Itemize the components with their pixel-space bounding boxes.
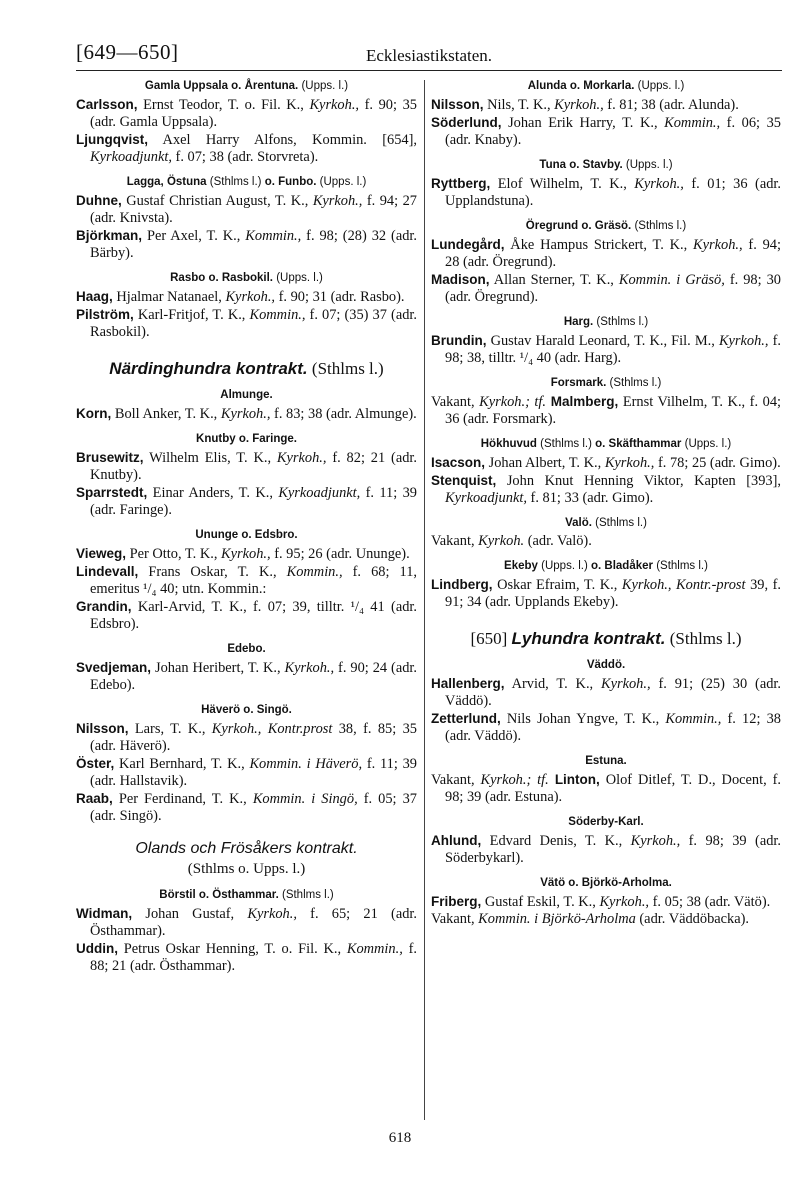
entry-text: Johan Gustaf, [132,906,248,922]
parish-heading [76,529,417,541]
office-title: Kyrkoh.; tf. [480,772,549,788]
entry-text: f. 98; 39 (adr. Söderbykarl). [445,833,782,866]
person-name: Sparrstedt, [76,485,148,500]
entry-text: Johan Albert, T. K., [485,455,605,471]
person-name: Pilström, [76,307,134,322]
clergy-entry [431,771,781,806]
office-title: Kyrkoh., [554,97,604,113]
person-name: Korn, [76,406,112,421]
entry-text: Per Ferdinand, T. K., [112,791,253,807]
parish-heading [431,80,781,92]
left-column [76,80,417,975]
diocese: (Sthlms o. Upps. l.) [187,861,306,877]
header-rule [76,70,782,71]
entry-text: f. 98; 38, tilltr. ¹/₄ 40 (adr. Harg). [445,333,781,366]
entry-text: Vakant, [431,911,479,927]
entry-text: f. 06; 35 (adr. Knaby). [445,115,781,148]
parish-name: Alunda o. Morkarla. [527,80,635,92]
page-number: 618 [388,1130,412,1146]
person-name: Widman, [76,906,133,921]
entry-text: f. 65; 21 (adr. Östhammar). [90,906,417,939]
contract-heading [76,359,417,379]
person-name: Malmberg, [546,394,619,409]
parish-heading [431,316,781,328]
entry-text: f. 05; 38 (adr. Vätö). [649,894,771,910]
entry-text: Karl-Arvid, T. K., f. 07; 39, tilltr. ¹/₄ 41 (adr. Edsbro). [90,599,417,632]
parish-name: Knutby o. Faringe. [196,433,297,445]
diocese: (Sthlms l.) [634,220,687,232]
entry-text: Arvid, T. K., [504,676,602,692]
person-name: Söderlund, [431,115,502,130]
clergy-entry [76,192,417,227]
clergy-entry [431,393,781,428]
clergy-entry [76,449,417,484]
entry-text: f. 05; 37 (adr. Singö). [90,791,417,824]
parish-name: Gamla Uppsala o. Årentuna. [144,80,299,92]
parish-heading [76,389,417,401]
page-range: [649—650] [76,40,179,64]
entry-text: Per Otto, T. K., [126,546,222,562]
person-name: Madison, [431,272,490,287]
office-title: Kommin., [286,564,343,580]
person-name: Brundin, [431,333,487,348]
parish-name: Rasbo o. Rasbokil. [170,272,274,284]
parish-name: o. Bladåker [591,560,653,572]
parish-heading [76,704,417,716]
entry-text: Nils Johan Yngve, T. K., [500,711,666,727]
entry-text: 39, f. 91; 34 (adr. Upplands Ekeby). [445,577,782,610]
diocese: (Upps. l.) [319,176,367,188]
entry-text: Boll Anker, T. K., [111,406,221,422]
parish-name: Ekeby [504,560,538,572]
clergy-entry [76,720,417,755]
clergy-entry [431,332,781,367]
clergy-entry [76,598,417,633]
office-title: Kommin., [664,115,721,131]
entry-text: Axel Harry Alfons, Kommin. [654], [148,132,417,148]
office-title: Kommin. i Singö, [252,791,358,807]
parish-name: Almunge. [220,389,273,401]
parish-name: Söderby-Karl. [568,816,644,828]
parish-heading [76,272,417,284]
clergy-entry [76,755,417,790]
office-title: Kommin. i Björkö-Arholma [478,911,636,927]
clergy-entry [76,940,417,975]
entry-text: Elof Wilhelm, T. K., [490,176,635,192]
clergy-entry [76,563,417,598]
running-title: Ecklesiastikstaten. [365,46,493,65]
parish-name: Väddö. [586,659,626,671]
clergy-entry [76,405,417,423]
clergy-entry [431,832,781,867]
office-title: Kyrkoadjunkt, [278,485,361,501]
diocese: (Sthlms l.) [209,176,262,188]
clergy-entry [431,454,781,472]
office-title: Kyrkoh., [693,237,743,253]
entry-text: Karl-Fritjof, T. K., [133,307,250,323]
clergy-entry [76,306,417,341]
person-name: Friberg, [431,894,482,909]
clergy-entry [76,131,417,166]
person-name: Björkman, [76,228,143,243]
office-title: Kommin. i Gräsö, [618,272,725,288]
person-name: Ryttberg, [431,176,491,191]
diocese: (Upps. l.) [637,80,685,92]
entry-text: Vakant, [431,394,480,410]
parish-name: Lagga, Östuna [126,176,207,188]
diocese: (Sthlms l.) [281,889,334,901]
person-name: Raab, [76,791,113,806]
diocese: (Upps. l.) [625,159,673,171]
parish-heading [76,176,417,188]
parish-name: Tuna o. Stavby. [539,159,623,171]
diocese: (Sthlms l.) [656,560,708,572]
office-title: Kyrkoh., [284,660,335,676]
parish-name: Valö. [565,517,592,529]
entry-text: Per Axel, T. K., [142,228,246,244]
entry-text: Vakant, [431,533,479,549]
diocese: (Upps. l.) [301,80,349,92]
diocese: (Sthlms l.) [595,517,647,529]
diocese: (Sthlms l.) [540,438,592,450]
entry-text: f. 94; 28 (adr. Öregrund). [445,237,781,270]
entry-text: Olof Ditlef, T. D., Docent, f. 98; 39 (adr. Estuna). [445,772,782,805]
page-header [76,40,782,68]
diocese: (Upps. l.) [276,272,323,284]
clergy-entry [76,96,417,131]
office-title: Kyrkoh., [276,450,327,466]
entry-text: 38, f. 85; 35 (adr. Häverö). [90,721,417,754]
entry-text: f. 83; 38 (adr. Almunge). [270,406,417,422]
parish-heading [76,889,417,901]
clergy-entry [431,893,781,911]
clergy-entry [76,790,417,825]
office-title: Kyrkoh., [247,906,297,922]
clergy-entry [431,175,781,210]
right-column [431,80,781,928]
person-name: Lundegård, [431,237,505,252]
page-marker: [650] [470,629,512,648]
office-title: Kyrkoadjunkt, [445,490,527,506]
entry-text: f. 82; 21 (adr. Knutby). [90,450,417,483]
parish-heading [431,438,781,450]
entry-text: f. 98; 30 (adr. Öregrund). [445,272,781,305]
parish-heading [431,877,781,889]
entry-text: f. 11; 39 (adr. Faringe). [90,485,417,518]
clergy-entry [431,533,781,550]
person-name: Brusewitz, [76,450,144,465]
entry-text: f. 68; 11, emeritus ¹/₄ 40; utn. Kommin.: [90,564,417,597]
office-title: Kyrkoh., [599,894,650,910]
parish-heading [431,220,781,232]
parish-heading [431,560,781,572]
office-title: Kyrkoh., [601,676,651,692]
entry-text: f. 95; 26 (adr. Ununge). [270,546,410,562]
clergy-entry [431,472,781,507]
entry-text: f. 07; (35) 37 (adr. Rasbokil). [90,307,418,340]
office-title: Kyrkoh., [221,546,271,562]
office-title: Kommin., [249,307,306,323]
person-name: Linton, [548,772,600,787]
parish-name: Forsmark. [550,377,607,389]
clergy-entry [76,545,417,563]
entry-text: f. 12; 38 (adr. Väddö). [445,711,781,744]
office-title: Kyrkoh., [225,289,276,305]
clergy-entry [431,710,781,745]
office-title: Kyrkoh., [634,176,684,192]
entry-text: (adr. Väddöbacka). [635,911,750,927]
clergy-entry [431,96,781,114]
parish-name: Öregrund o. Gräsö. [525,220,632,232]
clergy-entry [76,227,417,262]
office-title: Kommin., [245,228,302,244]
entry-text: f. 01; 36 (adr. Upplandstuna). [445,176,781,209]
diocese: (Sthlms l.) [311,359,384,378]
parish-heading [431,755,781,767]
parish-heading [76,643,417,655]
diocese: (Sthlms l.) [596,316,649,328]
entry-text: Åke Hampus Strickert, T. K., [504,237,694,253]
parish-name: Edebo. [227,643,266,655]
clergy-entry [76,288,417,306]
office-title: Kommin., [665,711,722,727]
contract-heading [431,629,781,649]
entry-text: f. 90; 35 (adr. Gamla Uppsala). [90,97,417,130]
entry-text: (adr. Valö). [524,533,592,549]
person-name: Nilsson, [431,97,484,112]
office-title: Kyrkoh., [312,193,363,209]
contract-heading [76,839,417,879]
person-name: Hallenberg, [431,676,505,691]
office-title: Kyrkoh., Kontr.-prost [621,577,746,593]
entry-text: Vakant, [431,772,481,788]
office-title: Kyrkoh., [718,333,769,349]
diocese: (Sthlms l.) [669,629,742,648]
column-divider [424,80,425,1120]
entry-text: f. 90; 24 (adr. Edebo). [90,660,418,693]
person-name: Zetterlund, [431,711,501,726]
entry-text: Oskar Efraim, T. K., [492,577,622,593]
diocese: (Sthlms l.) [609,377,662,389]
parish-name: Estuna. [585,755,627,767]
clergy-entry [431,271,781,306]
parish-name: o. Funbo. [264,176,317,188]
entry-text: Frans Oskar, T. K., [138,564,287,580]
person-name: Haag, [76,289,113,304]
entry-text: f. 11; 39 (adr. Hallstavik). [90,756,417,789]
entry-text: Petrus Oskar Henning, T. o. Fil. K., [118,941,347,957]
entry-text: Wilhelm Elis, T. K., [143,450,277,466]
office-title: Kyrkoh., [220,406,271,422]
person-name: Vieweg, [76,546,127,561]
person-name: Öster, [76,756,115,771]
contract-title: Närdinghundra kontrakt. [109,359,308,378]
office-title: Kyrkoh., [604,455,655,471]
parish-name: Harg. [563,316,594,328]
entry-text: Allan Sterner, T. K., [489,272,619,288]
clergy-entry [431,236,781,271]
office-title: Kyrkoh., Kontr.prost [211,721,333,737]
person-name: Isacson, [431,455,486,470]
entry-text: Nils, T. K., [483,97,555,113]
entry-text: f. 91; (25) 30 (adr. Väddö). [445,676,782,709]
entry-text: Gustav Harald Leonard, T. K., Fil. M., [486,333,719,349]
parish-heading [76,433,417,445]
office-title: Kyrkoh. [478,533,525,549]
person-name: Uddin, [76,941,118,956]
entry-text: John Knut Henning Viktor, Kapten [393], [496,473,781,489]
office-title: Kommin., [346,941,403,957]
clergy-entry [431,576,781,611]
office-title: Kyrkoh., [309,97,360,113]
person-name: Carlsson, [76,97,138,112]
entry-text: Johan Heribert, T. K., [151,660,285,676]
clergy-entry [431,675,781,710]
entry-text: Karl Bernhard, T. K., [114,756,250,772]
person-name: Grandin, [76,599,132,614]
parish-name: Börstil o. Östhammar. [159,889,279,901]
parish-heading [431,517,781,529]
entry-text: f. 78; 25 (adr. Gimo). [654,455,781,471]
entry-text: f. 81; 33 (adr. Gimo). [526,490,654,506]
clergy-entry [76,659,417,694]
clergy-entry [431,911,781,928]
contract-title: Olands och Frösåkers kontrakt. [135,840,358,857]
entry-text: Hjalmar Natanael, [112,289,226,305]
clergy-entry [76,905,417,940]
entry-text: f. 07; 38 (adr. Storvreta). [171,149,319,165]
parish-name: Vätö o. Björkö-Arholma. [540,877,672,889]
office-title: Kyrkoadjunkt, [90,149,172,165]
parish-heading [431,659,781,671]
entry-text: Gustaf Eskil, T. K., [481,894,600,910]
parish-name: Hökhuvud [480,438,537,450]
entry-text: Edvard Denis, T. K., [481,833,631,849]
entry-text: f. 90; 31 (adr. Rasbo). [275,289,405,305]
parish-heading [431,159,781,171]
entry-text: Ernst Vilhelm, T. K., f. 04; 36 (adr. Forsmark). [445,394,782,427]
entry-text: Ernst Teodor, T. o. Fil. K., [137,97,310,113]
office-title: Kommin. i Häverö, [249,756,363,772]
entry-text: Johan Erik Harry, T. K., [501,115,665,131]
entry-text: f. 94; 27 (adr. Knivsta). [90,193,417,226]
person-name: Nilsson, [76,721,129,736]
entry-text: Einar Anders, T. K., [147,485,279,501]
parish-name: o. Skäfthammar [595,438,682,450]
diocese: (Upps. l.) [541,560,588,572]
parish-heading [76,80,417,92]
clergy-entry [76,484,417,519]
parish-name: Häverö o. Singö. [201,704,292,716]
person-name: Duhne, [76,193,122,208]
contract-title: Lyhundra kontrakt. [511,629,666,648]
entry-text: f. 98; (28) 32 (adr. Bärby). [90,228,417,261]
person-name: Svedjeman, [76,660,152,675]
entry-text: f. 88; 21 (adr. Östhammar). [90,941,417,974]
clergy-entry [431,114,781,149]
person-name: Lindevall, [76,564,139,579]
entry-text: Gustaf Christian August, T. K., [121,193,313,209]
diocese: (Upps. l.) [684,438,732,450]
parish-heading [431,377,781,389]
office-title: Kyrkoh., [630,833,681,849]
entry-text: f. 81; 38 (adr. Alunda). [603,97,739,113]
person-name: Lindberg, [431,577,493,592]
parish-name: Ununge o. Edsbro. [195,529,298,541]
person-name: Stenquist, [431,473,497,488]
person-name: Ahlund, [431,833,482,848]
office-title: Kyrkoh.; tf. [479,394,547,410]
parish-heading [431,816,781,828]
entry-text: Lars, T. K., [128,721,212,737]
person-name: Ljungqvist, [76,132,148,147]
